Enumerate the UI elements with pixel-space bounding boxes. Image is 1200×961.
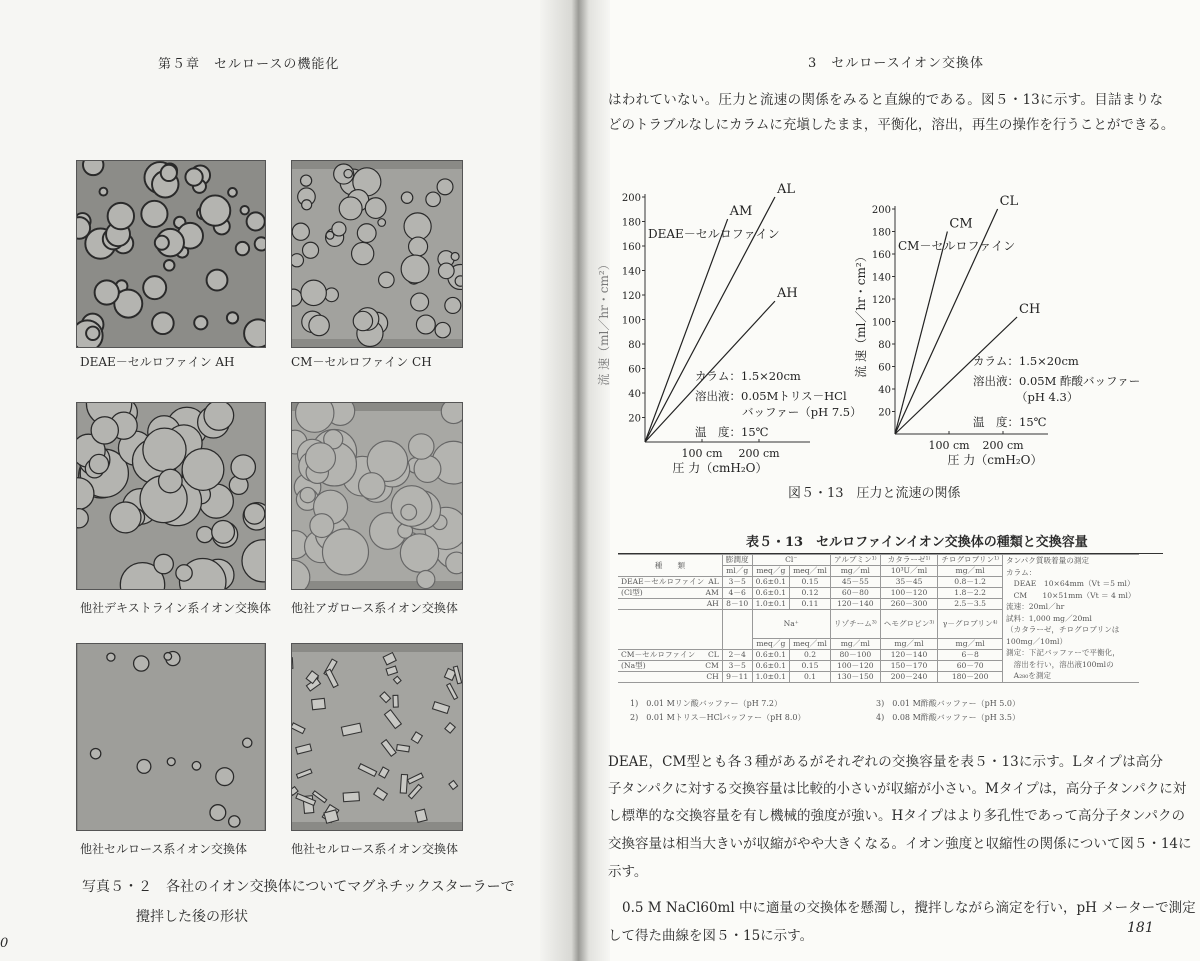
photo-2 [291,160,463,348]
footnote-1: 1) 0.01 Mリン酸バッファー（pH 7.2） [630,699,782,708]
series-label-CH: CH [1019,302,1041,317]
note-line: DEAE 10×64mm（Vt ＝5 ml） [1006,579,1135,588]
type-cell [618,599,722,610]
body-line-2: 子タンパクに対する交換容量は比較的小さいが収縮が小さい。Mタイプは，高分子タンパクに対 [608,781,1187,797]
note-line: A₂₈₀を測定 [1006,671,1052,680]
meqml-cell: 0.1 [790,671,831,682]
blank-cell [618,610,722,650]
meqg-cell: 1.0±0.1 [752,599,790,610]
y-tick-label: 180 [871,227,891,239]
meqg-cell: 0.6±0.1 [752,588,790,599]
photo-caption-6: 他社セルロース系イオン交換体 [291,842,459,856]
header-type: 種 類 [618,555,722,577]
meqml-cell: 0.15 [790,660,831,671]
series-label-AH: AH [776,286,798,302]
series-line-CM [895,232,947,435]
series-line-AM [645,219,728,442]
protein1-cell: 45－55 [830,577,880,588]
photo-caption-2: CM－セルロファイン CH [291,355,432,369]
photo-5 [76,643,266,831]
y-tick-label: 140 [621,266,641,278]
meqml-cell: 0.12 [790,588,831,599]
swelling-cell: 3－5 [722,660,752,671]
y-tick-label: 120 [621,291,641,302]
footnote-3: 3) 0.01 M酢酸バッファー（pH 5.0） [876,699,1020,708]
figure-caption: 図５・13 圧力と流速の関係 [788,486,961,501]
note-line: カラム： [1006,567,1037,577]
protein2-cell: 260－300 [880,599,937,610]
note-line: 測定：下記バッファーで平衡化， [1006,648,1120,657]
header-cl: Cl⁻ [752,555,830,566]
body-line-6: 0.5 M NaCl60ml 中に適量の交換体を懸濁し，攪拌しながら滴定を行い，pH メーターで測定 [622,900,1196,916]
intro-line-2: どのトラブルなしにカラムに充塡したまま，平衡化，溶出，再生の操作を行うことができる。 [608,117,1175,133]
blank-cell [722,610,752,650]
meqg-cell: 0.6±0.1 [752,649,790,660]
footnote-4: 4) 0.08 M酢酸バッファー（pH 3.5） [876,713,1020,722]
book-gutter [540,0,610,961]
photo-caption-4: 他社アガロース系イオン交換体 [291,601,458,615]
chart-annotation: カラム：1.5×20cm [973,354,1079,368]
note-line: 溶出を行い，溶出液100mlの [1006,659,1114,669]
y-tick-label: 120 [871,295,891,306]
type-cell [618,649,722,660]
right-running-header: 3 セルロースイオン交換体 [808,56,984,71]
grade: AH [706,599,719,608]
unit-gamma: mg／ml [938,638,1003,649]
chart-annotation: 温 度：15℃ [695,425,769,439]
protein1-cell: 100－120 [830,660,880,671]
series-label-CM: CM [949,216,973,232]
y-tick-label: 200 [621,193,641,204]
series-label-AM: AM [729,204,753,220]
y-tick-label: 40 [878,385,891,396]
note-line: （カタラーゼ，チログロブリンは [1006,625,1120,634]
protein2-cell: 200－240 [880,671,937,682]
meqml-cell: 0.15 [790,577,831,588]
x-tick-label: 100 cm [681,447,723,460]
protein3-cell: 180－200 [938,671,1003,682]
chart-deae [597,180,862,480]
series-label-AL: AL [776,182,795,197]
unit-catalase: 10³U／ml [880,566,937,577]
type-cell [618,588,722,599]
chart-title: CM－セルロファイン [898,239,1016,253]
chart-annotation: 溶出液：0.05Mトリス－HCl [695,389,847,403]
body-line-5: 示す。 [608,864,648,880]
unit-meqml: meq／ml [790,566,831,577]
unit-thyroglobulin: mg／ml [938,566,1003,577]
header-lysozyme: リゾチーム³⁾ [830,610,880,639]
photo-3 [76,402,266,590]
photo-1 [76,160,266,348]
series-label-CL: CL [999,194,1019,209]
chart-annotation: 溶出液：0.05M 酢酸バッファー [973,374,1141,388]
y-tick-label: 100 [871,317,891,329]
product-name: DEAE－セルロファイン [621,577,705,586]
grade: AL [708,577,719,586]
header-hemoglobin: ヘモグロビン³⁾ [880,610,937,639]
swelling-cell: 3－5 [722,577,752,588]
protein2-cell: 150－170 [880,660,937,671]
unit-lysozyme: mg／ml [830,638,880,649]
note-line: タンパク質吸着量の測定 [1006,556,1090,565]
body-line-1: DEAE，CM型とも各３種があるがそれぞれの交換容量を表５・13に示す。Lタイプは高分 [608,754,1163,770]
chart-annotation: バッファー（pH 7.5） [742,405,862,419]
intro-line-1: はわれていない。圧力と流速の関係をみると直線的である。図５・13に示す。目詰まりな [608,92,1163,108]
meqg-cell: 1.0±0.1 [752,671,790,682]
unit-albumin: mg／ml [830,566,880,577]
header-thyroglobulin: チログロブリン¹⁾ [938,555,1003,566]
x-tick-label: 200 cm [738,447,780,460]
y-tick-label: 140 [871,272,891,284]
y-tick-label: 60 [628,364,641,376]
protein2-cell: 35－45 [880,577,937,588]
photo-caption-5: 他社セルロース系イオン交換体 [80,842,248,856]
grade: CH [706,671,719,681]
protein3-cell: 60－70 [938,660,1003,671]
chart-annotation: 温 度：15℃ [973,415,1047,429]
note-line: 試料：1,000 mg／20ml [1006,613,1092,623]
y-tick-label: 160 [871,250,891,261]
y-tick-label: 160 [621,242,641,253]
unit-meqg: meq／g [752,638,790,649]
photo-caption-3: 他社デキストライン系イオン交換体 [80,601,272,615]
meqml-cell: 0.11 [790,599,831,610]
product-form: (Na型) [621,660,646,670]
body-line-7: して得た曲線を図５・15に示す。 [608,928,814,944]
grade: CM [705,660,719,670]
x-tick-label: 200 cm [982,439,1024,452]
protein1-cell: 130－150 [830,671,880,682]
protein3-cell: 6－8 [938,649,1003,660]
meqg-cell: 0.6±0.1 [752,660,790,671]
y-tick-label: 80 [628,340,641,351]
protein3-cell: 0.8－1.2 [938,577,1003,588]
footnote-2: 2) 0.01 Mトリス－HClバッファー（pH 8.0） [630,713,806,722]
photo-4 [291,402,463,590]
header-swelling: 膨潤度 [722,555,752,566]
x-tick-label: 100 cm [928,439,970,452]
type-cell [618,671,722,682]
photo-caption-line2: 攪拌した後の形状 [136,909,248,925]
y-axis-label: 流 速（ml／hr・cm²） [597,258,611,386]
type-cell [618,660,722,671]
chart-annotation: （pH 4.3） [1016,390,1079,404]
table-notes [1003,555,1139,683]
exchange-capacity-table [618,554,1139,683]
table-header-row [618,555,1139,566]
meqg-cell: 0.6±0.1 [752,577,790,588]
unit-meqml: meq／ml [790,638,831,649]
meqml-cell: 0.2 [790,649,831,660]
header-na: Na⁺ [752,610,830,639]
unit-hemoglobin: mg／ml [880,638,937,649]
body-line-3: し標準的な交換容量を有し機械的強度が強い。Hタイプはより多孔性であって高分子タンパクの [608,808,1186,824]
protein2-cell: 100－120 [880,588,937,599]
y-tick-label: 20 [628,413,641,425]
header-gamma-globulin: γ－グロブリン⁴⁾ [938,610,1003,639]
swelling-cell: 2－4 [722,649,752,660]
protein1-cell: 60－80 [830,588,880,599]
grade: AM [705,588,719,597]
body-line-4: 交換容量は相当大きいが収縮がやや大きくなる。イオン強度と収縮性の関係について図５・14に [608,836,1192,852]
protein1-cell: 80－100 [830,649,880,660]
photo-6 [291,643,463,831]
product-form: (Cl型) [621,588,643,597]
type-cell [618,577,722,588]
y-tick-label: 60 [878,362,891,374]
y-tick-label: 20 [878,407,891,419]
grade: CL [707,649,719,659]
photo-caption-line1: 写真５・２ 各社のイオン交換体についてマグネチックスターラーで [82,879,515,895]
y-tick-label: 200 [871,205,891,216]
header-albumin: アルブミン¹⁾ [830,555,880,566]
right-page-number: 181 [1127,920,1154,936]
product-name: CM－セルロファイン [621,649,696,659]
header-catalase: カタラーゼ¹⁾ [880,555,937,566]
chart-cm [855,180,1175,480]
photo-caption-1: DEAE－セルロファイン AH [80,355,235,369]
x-axis-label: 圧 力（cmH₂O） [947,453,1043,467]
table-wrapper [618,553,1163,683]
table-title: 表５・13 セルロファインイオン交換体の種類と交換容量 [746,535,1088,550]
protein1-cell: 120－140 [830,599,880,610]
chart-title: DEAE－セルロファイン [648,227,780,241]
left-running-header: 第５章 セルロースの機能化 [158,57,340,72]
swelling-cell: 9－11 [722,671,752,682]
x-axis-label: 圧 力（cmH₂O） [672,461,768,475]
protein3-cell: 2.5－3.5 [938,599,1003,610]
y-tick-label: 100 [621,315,641,327]
protein3-cell: 1.8－2.2 [938,588,1003,599]
chart-annotation: カラム：1.5×20cm [695,369,801,383]
note-line: 100mg／10ml） [1006,636,1068,646]
note-line: 流速：20ml／hr [1006,602,1065,611]
swelling-cell: 8－10 [722,599,752,610]
unit-swelling: ml／g [722,566,752,577]
left-page-number: 0 [0,936,9,951]
note-line: CM 10×51mm（Vt ＝ 4 ml） [1006,590,1136,600]
protein2-cell: 120－140 [880,649,937,660]
y-tick-label: 40 [628,389,641,400]
y-tick-label: 80 [878,340,891,351]
y-axis-label: 流 速（ml／hr・cm²） [854,250,868,378]
unit-meqg: meq／g [752,566,790,577]
y-tick-label: 180 [621,217,641,229]
swelling-cell: 4－6 [722,588,752,599]
